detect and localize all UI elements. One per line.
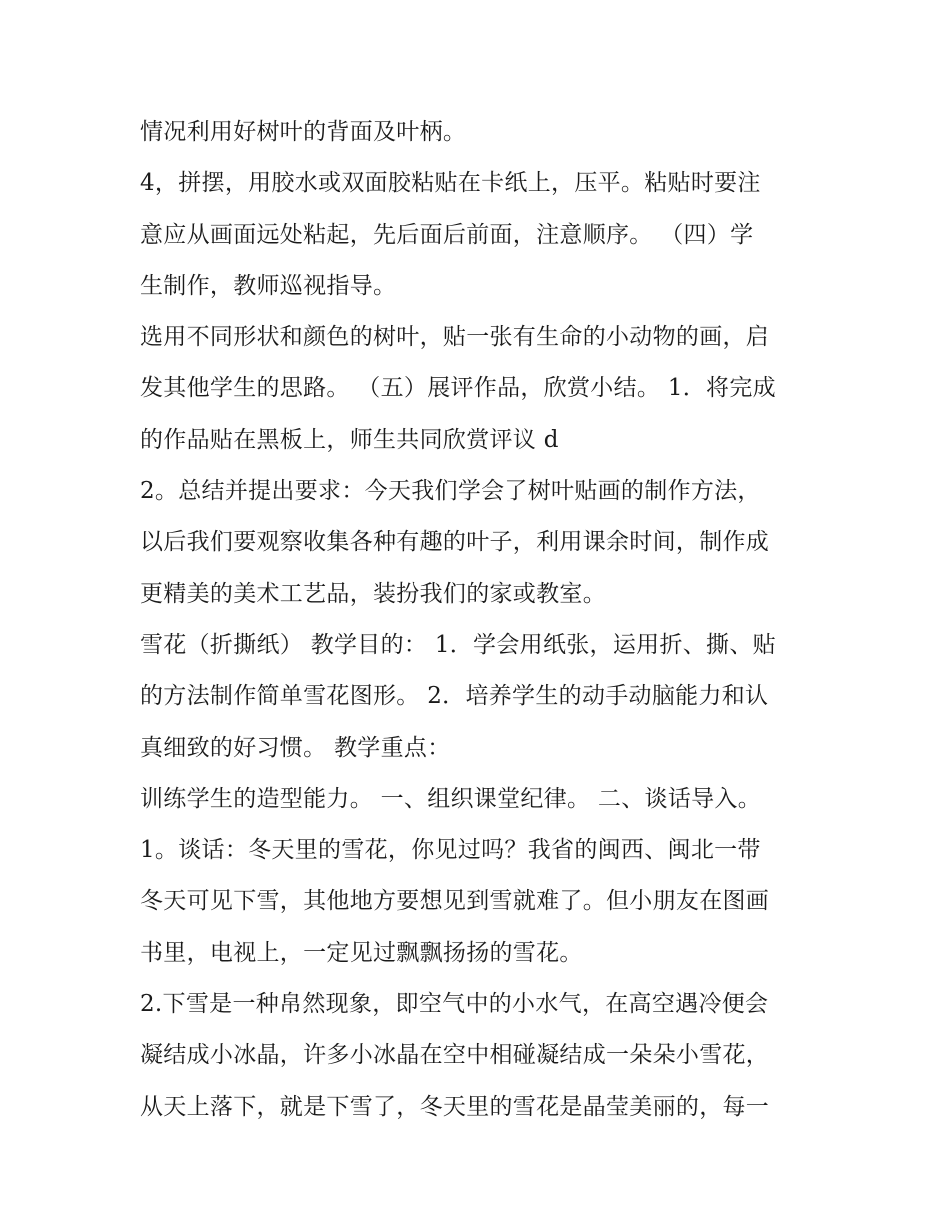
text-line: 的作品贴在黑板上，师生共同欣赏评议 d — [140, 426, 559, 453]
text-line: 以后我们要观察收集各种有趣的叶子，利用课余时间，制作成 — [140, 529, 770, 556]
text-line: 2。总结并提出要求：今天我们学会了树叶贴画的制作方法， — [140, 478, 761, 505]
text-line: 2.下雪是一种帛然现象，即空气中的小水气，在高空遇冷便会 — [140, 991, 769, 1018]
text-line: 书里，电视上，一定见过飘飘扬扬的雪花。 — [140, 939, 583, 966]
text-line: 生制作，教师巡视指导。 — [140, 272, 397, 299]
text-line: 雪花（折撕纸） 教学目的： 1．学会用纸张，运用折、撕、贴 — [140, 631, 776, 658]
text-line: 意应从画面远处粘起，先后面后前面，注意顺序。 （四）学 — [140, 221, 754, 248]
text-line: 更精美的美术工艺品，装扮我们的家或教室。 — [140, 580, 606, 607]
text-line: 的方法制作简单雪花图形。 2．培养学生的动手动脑能力和认 — [140, 683, 769, 710]
text-line: 从天上落下，就是下雪了，冬天里的雪花是晶莹美丽的，每一 — [140, 1093, 770, 1120]
text-line: 4，拼摆，用胶水或双面胶粘贴在卡纸上，压平。粘贴时要注 — [140, 170, 761, 197]
document-body — [140, 107, 820, 1133]
text-line: 冬天可见下雪，其他地方要想见到雪就难了。但小朋友在图画 — [140, 888, 770, 915]
text-line: 选用不同形状和颜色的树叶，贴一张有生命的小动物的画，启 — [140, 324, 770, 351]
text-line: 训练学生的造型能力。 一、组织课堂纪律。 二、谈话导入。 — [140, 785, 762, 812]
text-line: 情况利用好树叶的背面及叶柄。 — [140, 119, 467, 145]
text-line: 凝结成小冰晶，许多小冰晶在空中相碰凝结成一朵朵小雪花， — [140, 1042, 770, 1069]
text-line: 发其他学生的思路。 （五）展评作品，欣赏小结。 1．将完成 — [140, 375, 776, 402]
text-line: 1。谈话：冬天里的雪花，你见过吗？我省的闽西、闽北一带 — [140, 837, 761, 864]
text-line: 真细致的好习惯。 教学重点： — [140, 734, 451, 761]
